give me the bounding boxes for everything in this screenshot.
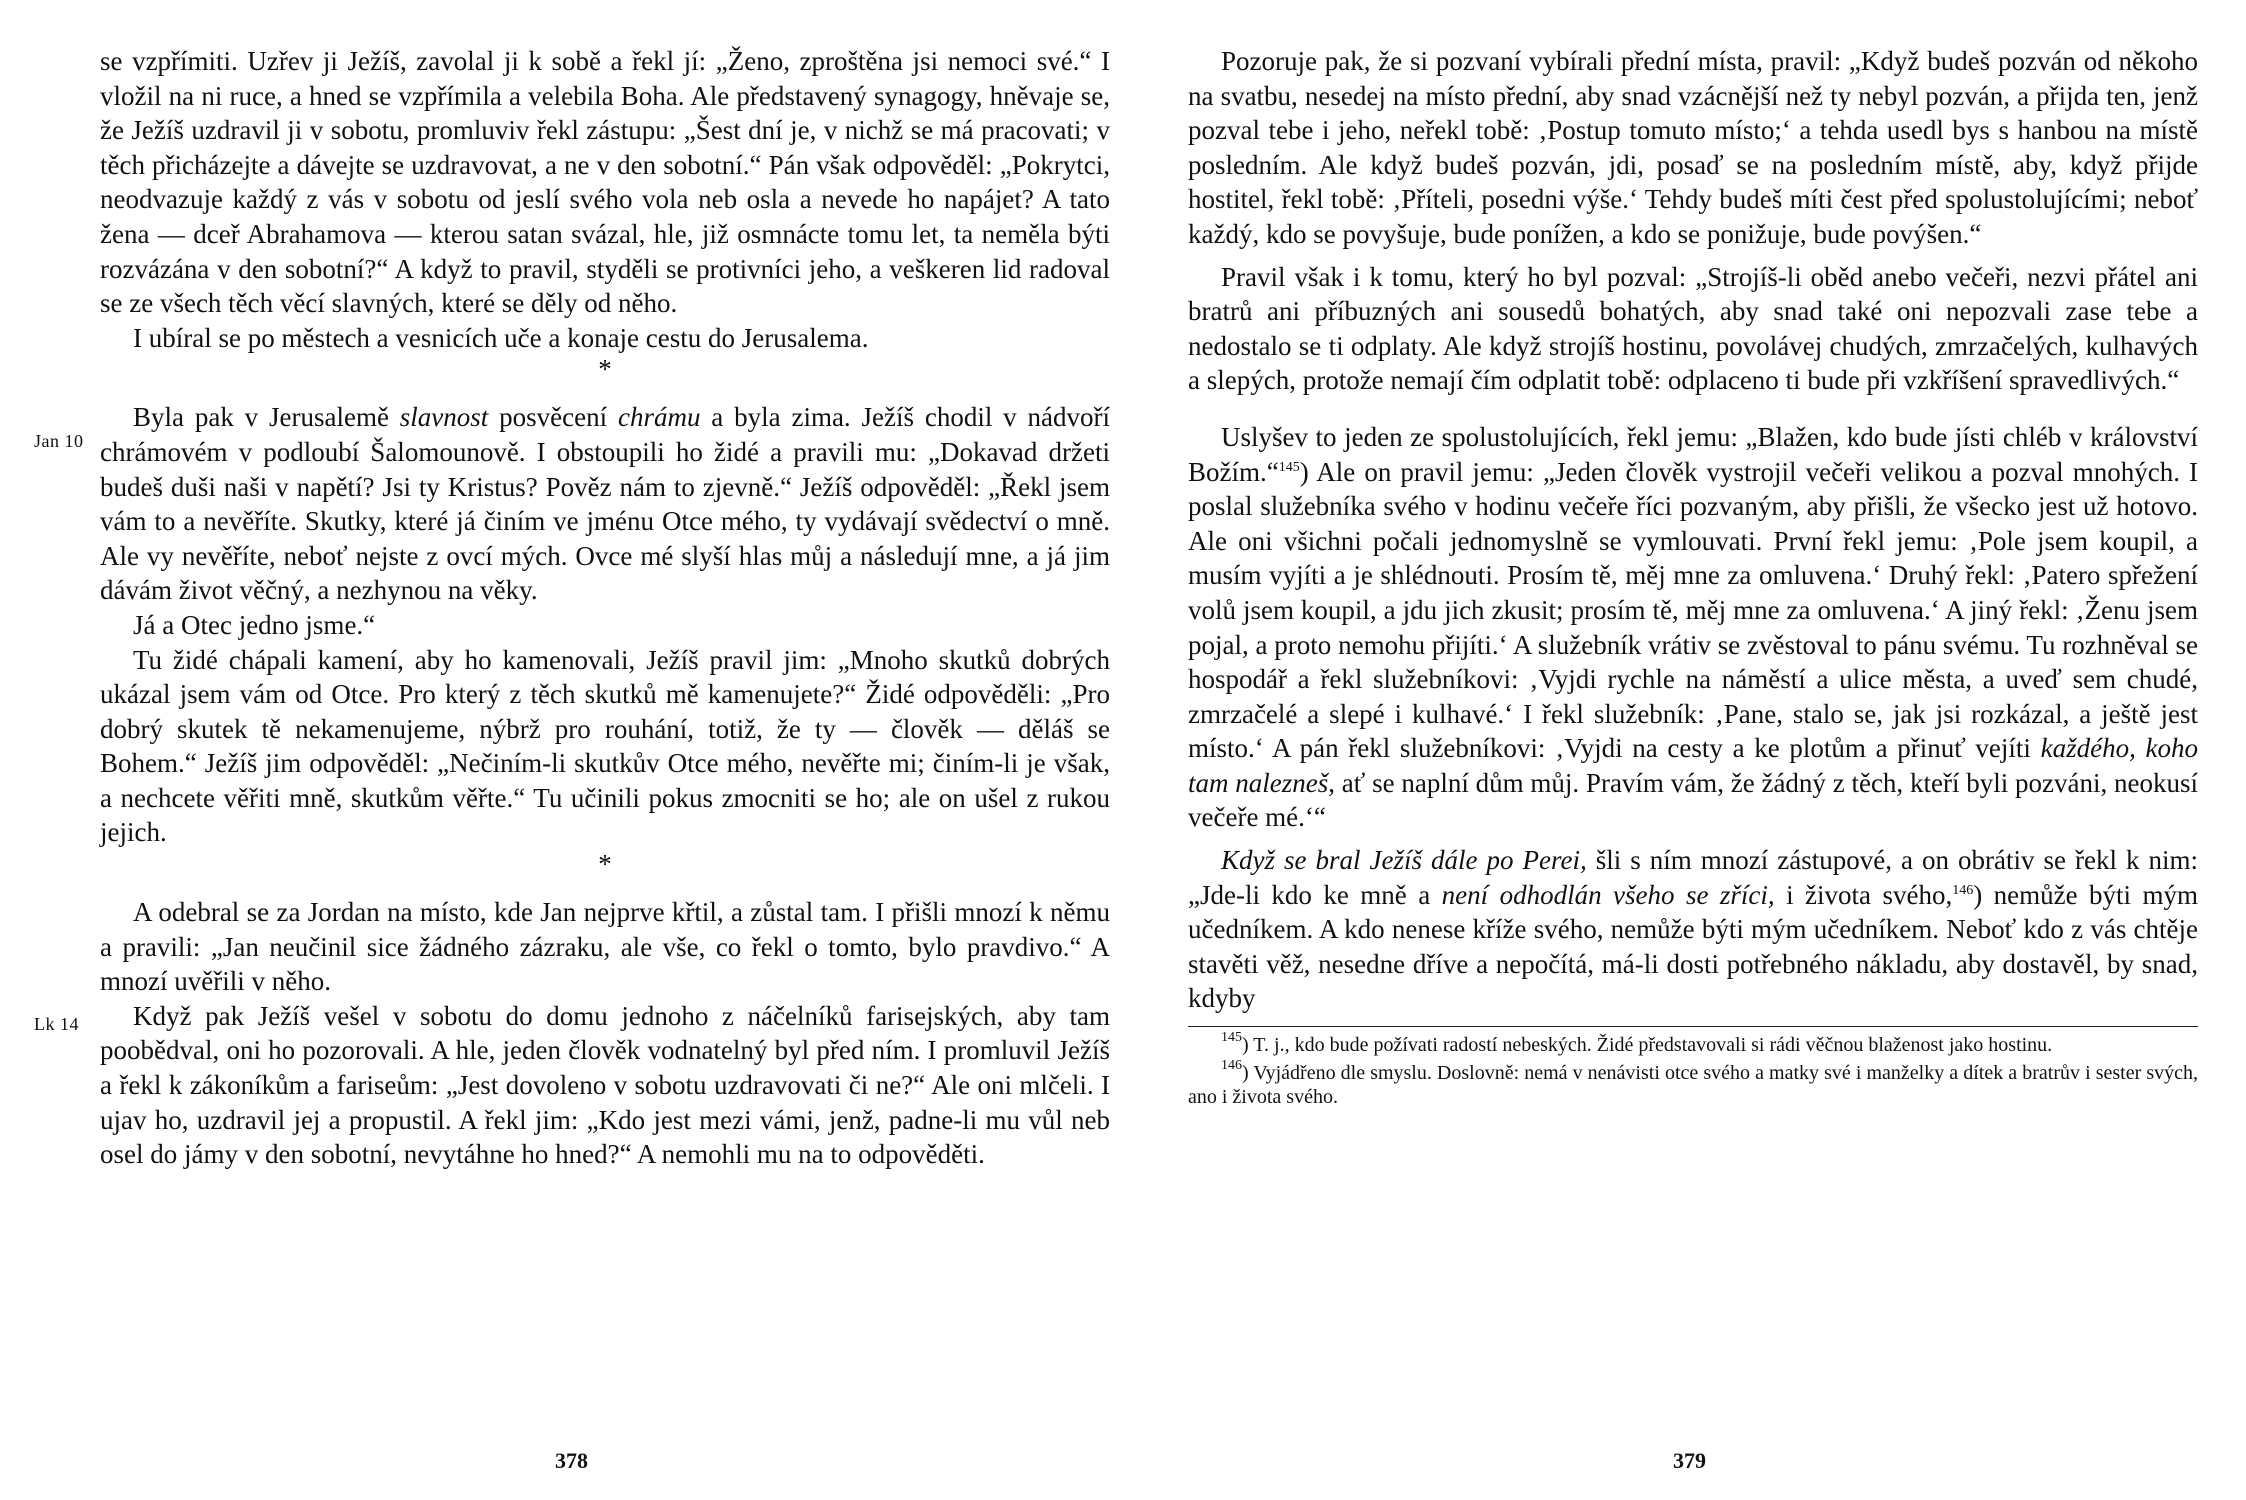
footnote-text: ) Vyjádřeno dle smyslu. Doslovně: nemá v nenávisti otce svého a matky své i manželky a dítek a bratrův i sester svých, ano i života svého. — [1188, 1062, 2198, 1109]
paragraph-block — [100, 44, 1110, 321]
text-run: Když pak Ježíš vešel v sobotu do domu jednoho z náčelníků farisejských, aby tam poobědval, oni ho pozorovali. A hle, jeden člověk vodnatelný byl před ním. I promluvil Ježíš a řekl k zákoníkům a fariseům: „Jest dovoleno v sobotu uzdravovati či ne?“ Ale oni mlčeli. I ujav ho, uzdravil jej a propustil. A řekl jim: „Kdo jest mezi vámi, jenž, padne-li mu vůl neb osel do jámy v den sobotní, nevytáhne ho hned?“ A nemohli mu na to odpověděti. — [100, 1000, 1110, 1170]
footnote-marker: 146 — [1952, 882, 1974, 898]
paragraph-block — [1188, 44, 2198, 252]
text-run: Pravil však i k tomu, který ho byl pozval: „Strojíš-li oběd anebo večeři, nezvi přátel ani bratrů ani příbuzných ani sousedů bohatých, aby snad také oni nepozvali zase tebe a nedostalo se ti odplaty. Ale když strojíš hostinu, povolávej chudých, zmrzačelých, kulhavých a slepých, protože nemají čím odplatit tobě: odplaceno ti bude při vzkříšení spravedlivých.“ — [1188, 261, 2198, 396]
margin-reference: Jan 10 — [34, 431, 84, 452]
italic-text: slavnost — [399, 402, 489, 433]
paragraph-block — [34, 400, 1110, 608]
paragraph — [1188, 420, 2198, 835]
paragraph — [100, 608, 1110, 643]
text-run: Já a Otec jedno jsme.“ — [133, 609, 376, 640]
paragraph — [1188, 44, 2198, 252]
paragraph-block — [100, 643, 1110, 851]
left-page — [34, 44, 1110, 1172]
italic-text: není odhodlán všeho se zříci, — [1441, 879, 1775, 910]
footnote-number: 145 — [1221, 1030, 1242, 1046]
paragraph — [100, 999, 1110, 1172]
section-separator: * — [598, 354, 612, 385]
footnote-text: ) T. j., kdo bude požívati radostí nebeských. Židé představovali si rádi věčnou blaženost jako hostinu. — [1242, 1034, 2053, 1057]
paragraph-block — [100, 321, 1110, 356]
right-page-text — [1188, 44, 2198, 1016]
paragraph-block — [34, 999, 1110, 1172]
text-run: i života svého, — [1774, 879, 1953, 910]
section-separator: * — [598, 849, 612, 880]
paragraph-block — [100, 608, 1110, 643]
paragraph-block — [1188, 420, 2198, 835]
text-run: a byla zima. Ježíš chodil v nádvoří chrámovém v podloubí Šalomounově. I obstoupili ho židé a pravili mu: „Dokavad držeti budeš duši naši v napětí? Jsi ty Kristus? Pověz nám to zjevně.“ Ježíš odpověděl: „Řekl jsem vám to a nevěříte. Skutky, které já činím ve jménu Otce mého, ty vydávají svědectví o mně. Ale vy nevěříte, neboť nejste z ovcí mých. Ovce mé slyší hlas můj a následují mne, a já jim dávám život věčný, a nezhynou na věky. — [100, 402, 1110, 606]
paragraph-block — [1188, 260, 2198, 398]
footnote-rule — [1188, 1026, 2198, 1027]
footnotes — [1188, 1030, 2198, 1109]
italic-text: každého, koho tam nalezneš — [1188, 733, 2198, 798]
footnote — [1188, 1058, 2198, 1109]
footnote-marker: 145 — [1278, 459, 1300, 475]
text-run: , ať se naplní dům můj. Pravím vám, že žádný z těch, kteří byli pozváni, neokusí večeře mé.‘“ — [1188, 767, 2198, 833]
text-run: šli s ním mnozí zástupové, a on obrátiv se řekl k nim: „Jde-li kdo ke mně a — [1188, 845, 2199, 910]
text-run: ) Ale on pravil jemu: „Jeden člověk vystrojil večeři velikou a pozval mnohých. I poslal služebníka svého v hodinu večeře říci pozvaným, aby přišli, že všecko jest už hotovo. Ale oni všichni počali jednomyslně se vymlouvati. První řekl jemu: ‚Pole jsem koupil, a musím vyjíti a je shlédnouti. Prosím tě, měj mne za omluvena.‘ Druhý řekl: ‚Patero spřežení volů jsem koupil, a jdu jich zkusit; prosím tě, měj mne za omluvena.‘ A jiný řekl: ‚Ženu jsem pojal, a proto nemohu přijíti.‘ A služebník vrátiv se zvěstoval to pánu svému. Tu rozhněval se hospodář a řekl služebníkovi: ‚Vyjdi rychle na náměstí a ulice města, a uveď sem chudé, zmrzačelé a slepé i kulhavé.‘ I řekl služebník: ‚Pane, stalo se, jak jsi rozkázal, a ještě jest místo.‘ A pán řekl služebníkovi: ‚Vyjdi na cesty a ke plotům a přinuť vejíti — [1188, 456, 2198, 764]
italic-text: Když se bral Ježíš dále po Perei, — [1221, 845, 1587, 876]
text-run: ) nemůže býti mým učedníkem. A kdo nenese kříže svého, nemůže býti mým učedníkem. Neboť kdo z vás chtěje stavěti věž, nesedne dříve a nepočítá, má-li dosti potřebného nákladu, aby dostavěl, by snad, kdyby — [1188, 879, 2198, 1014]
paragraph-block — [100, 895, 1110, 999]
paragraph — [100, 44, 1110, 321]
page-number-left: 378 — [555, 1448, 588, 1473]
right-page — [1188, 44, 2198, 1113]
paragraph-block — [1188, 843, 2198, 1016]
paragraph — [100, 321, 1110, 356]
text-run: Pozoruje pak, že si pozvaní vybírali přední místa, pravil: „Když budeš pozván od někoho na svatbu, nesedej na místo přední, aby snad vzácnější než ty nebyl pozván, a přijda ten, jenž pozval tebe i jeho, neřekl tobě: ‚Postup tomuto místo;‘ a tehda usedl bys s hanbou na místě posledním. Ale když budeš pozván, jdi, posaď se na posledním místě, aby, když přijde hostitel, řekl tobě: ‚Příteli, posedni výše.‘ Tehdy budeš míti čest před spolustolujícími; neboť každý, kdo se povyšuje, bude ponížen, a kdo se ponižuje, bude povýšen.“ — [1188, 46, 2198, 249]
text-run: Byla pak v Jerusalemě — [133, 402, 400, 433]
page-number-right: 379 — [1673, 1448, 1706, 1473]
paragraph — [100, 643, 1110, 851]
text-run: se vzpřímiti. Uzřev ji Ježíš, zavolal ji k sobě a řekl jí: „Ženo, zproštěna jsi nemoci své.“ I vložil na ni ruce, a hned se vzpřímila a velebila Boha. Ale představený synagogy, hněvaje se, že Ježíš uzdravil ji v sobotu, promluviv řekl zástupu: „Šest dní je, v nichž se má pracovati; v těch přicházejte a dávejte se uzdravovat, a ne v den sobotní.“ Pán však odpověděl: „Pokrytci, neodvazuje každý z vás v sobotu od jeslí svého vola neb osla a nevede ho napájet? A tato žena — dceř Abrahamova — kterou satan svázal, hle, již osmnácte tomu let, ta neměla býti rozvázána v den sobotní?“ A když to pravil, styděli se protivníci jeho, a veškeren lid radoval se ze všech těch věcí slavných, které se děly od něho. — [100, 46, 1110, 319]
paragraph — [1188, 843, 2198, 1016]
text-run: I ubíral se po městech a vesnicích uče a konaje cestu do Jerusalema. — [133, 322, 869, 353]
text-run: A odebral se za Jordan na místo, kde Jan nejprve křtil, a zůstal tam. I přišli mnozí k němu a pravili: „Jan neučinil sice žádného zázraku, ale vše, co řekl o tomto, bylo pravdivo.“ A mnozí uvěřili v něho. — [100, 897, 1110, 997]
left-page-text — [34, 44, 1110, 1172]
text-run: Uslyšev to jeden ze spolustolujících, řekl jemu: „Blažen, kdo bude jísti chléb v království Božím.“ — [1188, 421, 2198, 487]
text-run: posvěcení — [488, 402, 618, 433]
footnote-number: 146 — [1221, 1058, 1242, 1074]
paragraph — [100, 400, 1110, 608]
margin-reference: Lk 14 — [34, 1013, 79, 1034]
paragraph — [1188, 260, 2198, 398]
text-run: Tu židé chápali kamení, aby ho kamenovali, Ježíš pravil jim: „Mnoho skutků dobrých ukázal jsem vám od Otce. Pro který z těch skutků mě kamenujete?“ Židé odpověděli: „Pro dobrý skutek tě nekamenujeme, nýbrž pro rouhání, totiž, že ty — člověk — děláš se Bohem.“ Ježíš jim odpověděl: „Nečiním-li skutkův Otce mého, nevěřte mi; činím-li je však, a nechcete věřiti mně, skutkům věřte.“ Tu učinili pokus zmocniti se ho; ale on ušel z rukou jejich. — [100, 644, 1110, 848]
italic-text: chrámu — [617, 402, 701, 433]
paragraph — [100, 895, 1110, 999]
footnote — [1188, 1030, 2198, 1057]
